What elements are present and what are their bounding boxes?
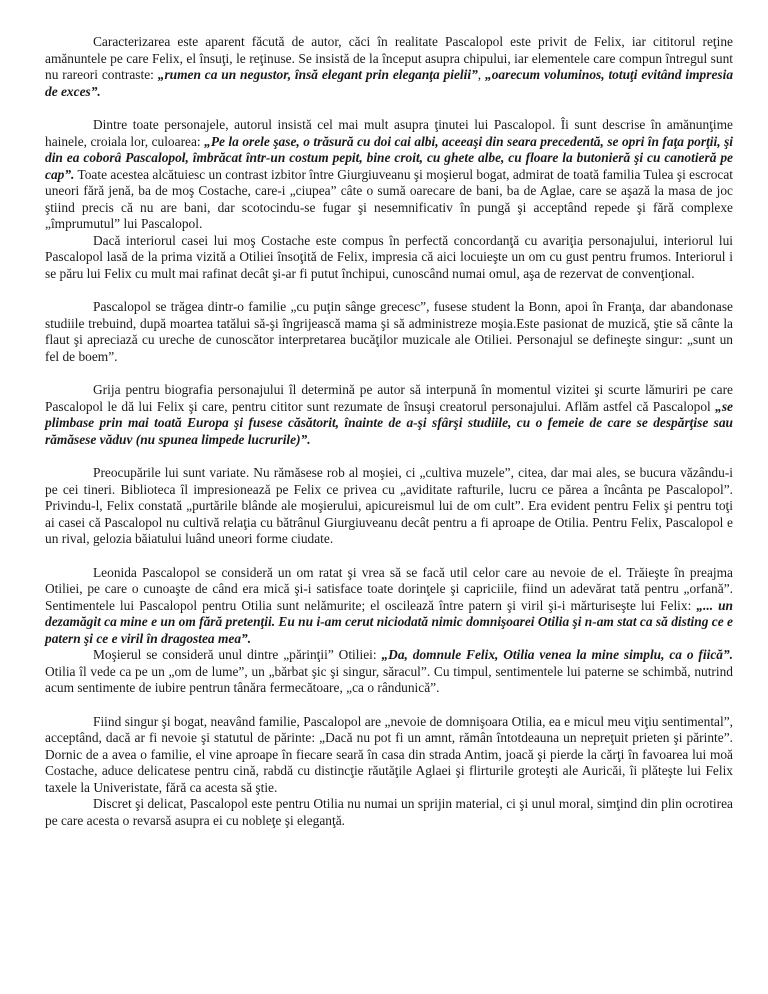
paragraph <box>45 714 733 797</box>
quote-text: „oarecum voluminos, totuţi evitând impresia de exces”. <box>45 67 734 99</box>
body-text: , <box>477 67 486 82</box>
body-text: Preocupările lui sunt variate. Nu rămăsese rob al moşiei, ci „cultiva muzele”, citea, dar mai ales, se bucura văzându-i pe cei tineri. Biblioteca îl impresionează pe Felix ce privea cu „aviditate rafturile, lucru ce părea a încânta pe Pascalopol”. Privindu-l, Felix constată „purtările blânde ale moşierului, apicureismul lui de om cult”. Era evident pentru Felix şi pentru toţi ai casei că Pascalopol nu cultivă relaţia cu bătrânul Giurgiuveanu decât pentru a fi aproape de Otilia. Pentru Felix, Pascalopol e un rival, gelozia băiatului luând uneori forme ciudate. <box>45 465 733 546</box>
paragraph <box>45 34 733 100</box>
body-text: Toate acestea alcătuiesc un contrast izbitor între Giurgiuveanu şi moşierul bogat, admirat de toată familia Tulea şi escrocat uneori fără jenă, ba de moş Costache, care-i „ciupea” câte o sumă oarecare de bani, ba de Aglae, care se aşază la masa de joc ştiind precis că nu are bani, dar scotocindu-se fugar şi nesemnificativ în pungă şi acceptând repede şi fără complexe „împrumutul” lui Pascalopol. <box>45 166 733 231</box>
quote-text: „rumen ca un negustor, însă elegant prin eleganţa pielii” <box>157 67 478 82</box>
body-text: Dacă interiorul casei lui moş Costache este compus în perfectă concordanţă cu avariţia personajului, interiorul lui Pascalopol lasă de la prima vizită a Otiliei însoţită de Felix, impresia că aici locuieşte un om cu gust pentru frumos. Interiorul i se păru lui Felix cu mult mai rafinat decât şi-ar fi putut închipui, cunoscând numai omul, aşa de rezervat de convenţional. <box>45 232 733 281</box>
body-text: Pascalopol se trăgea dintr-o familie „cu puţin sânge grecesc”, fusese student la Bonn, apoi în Franţa, dar abandonase studiile trebuind, după moartea tatălui să-şi îngrijească mama şi să administreze moşia.Este pasionat de muzică, ştie să cânte la flaut şi apreciază cu ureche de cunoscător interpretarea bucăţilor muzicale ale Otiliei. Personajul se defineşte singur: „sunt un fel de boem”. <box>45 299 733 364</box>
quote-text: „Pe la orele şase, o trăsură cu doi cai albi, aceeaşi din seara precedentă, se opri în faţa porţii, şi din ea coborâ Pascalopol, îmbrăcat într-un costum pepit, bine croit, cu ghete albe, cu floare la butonieră şi cu canotieră pe cap”. <box>45 133 733 182</box>
paragraph <box>45 796 733 829</box>
body-text: Grija pentru biografia personajului îl determină pe autor să interpună în momentul vizitei şi scurte lămuriri pe care Pascalopol le dă lui Felix şi care, pentru cititor sunt rezumate de însuşi creatorul personajului. Aflăm astfel că Pascalopol <box>45 382 733 414</box>
paragraph <box>45 299 733 365</box>
body-text: Otilia îl vede ca pe un „om de lume”, un „bărbat şic şi singur, săracul”. Cu timpul, sentimentele lui paterne se schimbă, nutrind acum sentimente de iubire pentrun tânăra fermecătoare, „ca o rândunică”. <box>45 663 733 695</box>
body-text: Dintre toate personajele, autorul insistă cel mai mult asupra ţinutei lui Pascalopol. Îi sunt descrise în amănunţime hainele, croiala lor, culoarea: <box>45 117 733 149</box>
quote-text: „... un dezamăgit ca mine e un om fără pretenţii. Eu nu i-am cerut niciodată nimic domnişoarei Otilia şi n-am stat ca să disting ce e patern şi ce e viril în dragostea mea”. <box>45 597 733 646</box>
document-page <box>45 34 733 829</box>
body-text: Caracterizarea este aparent făcută de autor, căci în realitate Pascalopol este privit de Felix, iar cititorul reţine amănuntele pe care Felix, el însuţi, le reţinuse. Se insistă de la început asupra chipului, iar elementele care compun întregul sunt nu rareori contraste: <box>45 34 733 82</box>
quote-text: „se plimbase prin mai toată Europa şi fusese căsătorit, înainte de a-şi sfârşi studiile, cu o femeie de care se despărţise sau rămăsese văduv (nu spunea limpede lucrurile)”. <box>45 398 733 447</box>
paragraph <box>45 565 733 648</box>
paragraph <box>45 117 733 233</box>
body-text: Discret şi delicat, Pascalopol este pentru Otilia nu numai un sprijin material, ci şi unul moral, simţind din plin ocrotirea pe care acesta o revarsă asupra ei cu nobleţe şi eleganţă. <box>45 796 733 828</box>
paragraph <box>45 382 733 448</box>
paragraph <box>45 233 733 283</box>
body-text: Moşierul se consideră unul dintre „părinţii” Otiliei: <box>93 647 382 662</box>
quote-text: „Da, domnule Felix, Otilia venea la mine simplu, ca o fiică”. <box>381 647 733 662</box>
paragraph <box>45 647 733 697</box>
body-text: Fiind singur şi bogat, neavând familie, Pascalopol are „nevoie de domnişoara Otilia, ea e micul meu viţiu sentimental”, acceptând, dacă ar fi nevoie şi statutul de părinte: „Dacă nu pot fi un amnt, rămân întotdeauna un nepreţuit prieten şi părinte”. Dornic de a avea o familie, el vine aproape în fiecare seară în casa din strada Antim, joacă şi pierde la cărţi în favoarea lui moă Costache, aduce delicatese pentru cină, rabdă cu distincţie răutăţile Aglaei şi flirturile groteşti ale Auricăi, îi plăteşte lui Felix taxele la Univeristate, fără ca acesta să ştie. <box>45 713 733 795</box>
body-text: Leonida Pascalopol se consideră un om ratat şi vrea să se facă util celor care au nevoie de el. Trăieşte în preajma Otiliei, pe care o cunoaşte de când era mică şi-i satisface toate dorinţele şi capriciile, fiind un adevărat tată pentru „orfană”. Sentimentele lui Pascalopol pentru Otilia sunt nelămurite; el oscilează între patern şi viril şi-i mărturiseşte lui Felix: <box>45 564 733 613</box>
paragraph <box>45 465 733 548</box>
